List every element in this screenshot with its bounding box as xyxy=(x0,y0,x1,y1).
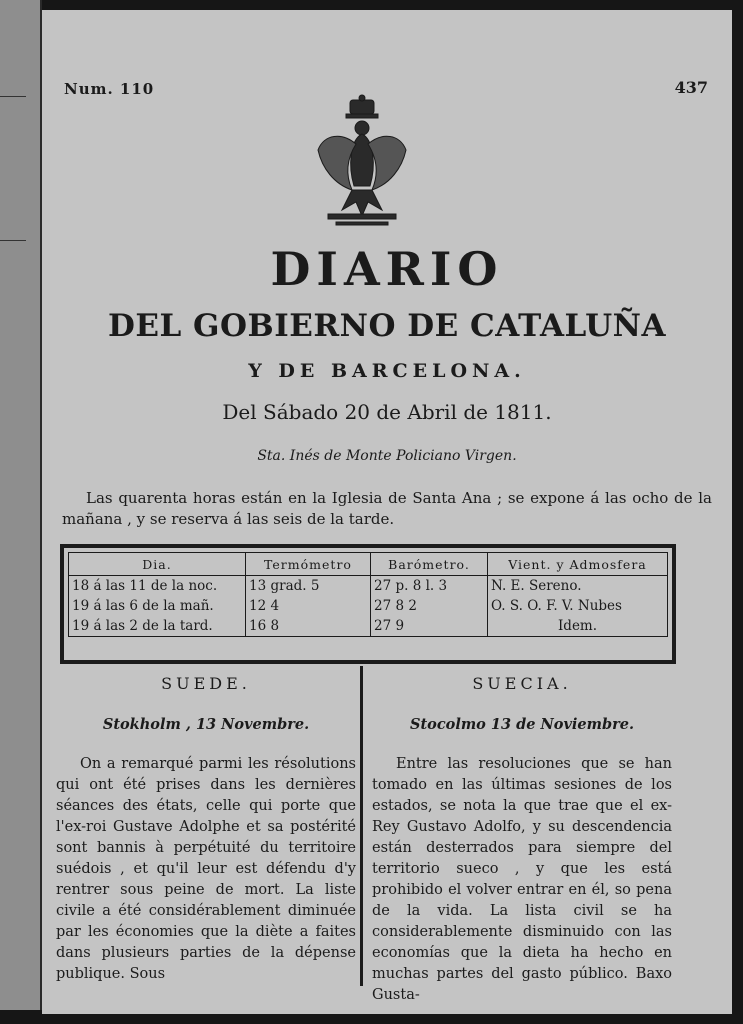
adjacent-page-edge xyxy=(0,0,42,1010)
edge-mark xyxy=(0,240,26,241)
cell-wind: Idem. xyxy=(557,618,598,634)
issue-number: Num. 110 xyxy=(64,80,155,98)
spanish-column-text xyxy=(372,754,672,1006)
cell-thermometer: 16 8 xyxy=(246,616,371,637)
saint-of-day: Sta. Inés de Monte Policiano Virgen. xyxy=(257,448,517,464)
cell-wind: N. E. Sereno. xyxy=(491,578,582,594)
cell-barometer: 27 9 xyxy=(371,616,488,637)
weather-table xyxy=(68,552,668,637)
newspaper-title: DIARIO xyxy=(270,242,504,296)
newspaper-subtitle-city: Y DE BARCELONA. xyxy=(248,360,526,382)
cell-wind: O. S. O. F. V. Nubes xyxy=(491,598,622,614)
cell-day: 18 á las 11 de la noc. xyxy=(69,576,246,597)
cell-thermometer: 12 4 xyxy=(246,596,371,616)
table-row xyxy=(69,616,668,637)
cell-barometer: 27 8 2 xyxy=(371,596,488,616)
crowned-eagle-icon xyxy=(312,94,412,230)
newspaper-subtitle: DEL GOBIERNO DE CATALUÑA xyxy=(107,308,667,344)
cell-day: 19 á las 6 de la mañ. xyxy=(69,596,246,616)
cell-thermometer: 13 grad. 5 xyxy=(246,576,371,597)
weather-table-frame xyxy=(60,544,676,664)
col-header-day: Dia. xyxy=(69,553,246,576)
church-notice: Las quarenta horas están en la Iglesia de Santa Ana ; se expone á las ocho de la mañana , y se reserva á las seis de la tarde. xyxy=(62,489,712,528)
issue-date: Del Sábado 20 de Abril de 1811. xyxy=(222,400,552,424)
page-number: 437 xyxy=(674,78,708,97)
col-header-barometer: Barómetro. xyxy=(371,553,488,576)
newspaper-page xyxy=(42,10,732,1014)
cell-day: 19 á las 2 de la tard. xyxy=(69,616,246,637)
cell-barometer: 27 p. 8 l. 3 xyxy=(371,576,488,597)
column-divider xyxy=(360,666,363,986)
col-header-wind: Vient. y Admosfera xyxy=(488,553,668,576)
french-paragraph: On a remarqué parmi les résolutions qui ont été prises dans les dernières séances des états, celle qui porte que l'ex-roi Gustave Adolphe et sa postérité sont bannis à perpétuité du territoire suédois , et qu'il leur est défendu d'y rentrer sous peine de mort. La liste civile a été considérablement diminuée par les économies que la diète a faites dans plusieurs parties de la dépense publique. Sous xyxy=(56,756,356,982)
edge-mark xyxy=(0,96,26,97)
french-column-heading: SUEDE. xyxy=(161,674,251,693)
spanish-column-heading: SUECIA. xyxy=(472,674,572,693)
spanish-paragraph: Entre las resoluciones que se han tomado en las últimas sesiones de los estados, se nota la que trae que el ex-Rey Gustavo Adolfo, y su descendencia están desterrados para siempre del territorio sueco , y que les está prohibido el volver entrar en él, so pena de la vida. La lista civil se ha considerablemente disminuido con las economías que la dieta ha hecho en muchas partes del gasto público. Baxo Gusta- xyxy=(372,756,672,1003)
french-column-dateline: Stokholm , 13 Novembre. xyxy=(102,716,310,733)
col-header-thermometer: Termómetro xyxy=(246,553,371,576)
french-column-text xyxy=(56,754,356,985)
table-row xyxy=(69,576,668,597)
table-row xyxy=(69,596,668,616)
spanish-column-dateline: Stocolmo 13 de Noviembre. xyxy=(409,716,635,733)
